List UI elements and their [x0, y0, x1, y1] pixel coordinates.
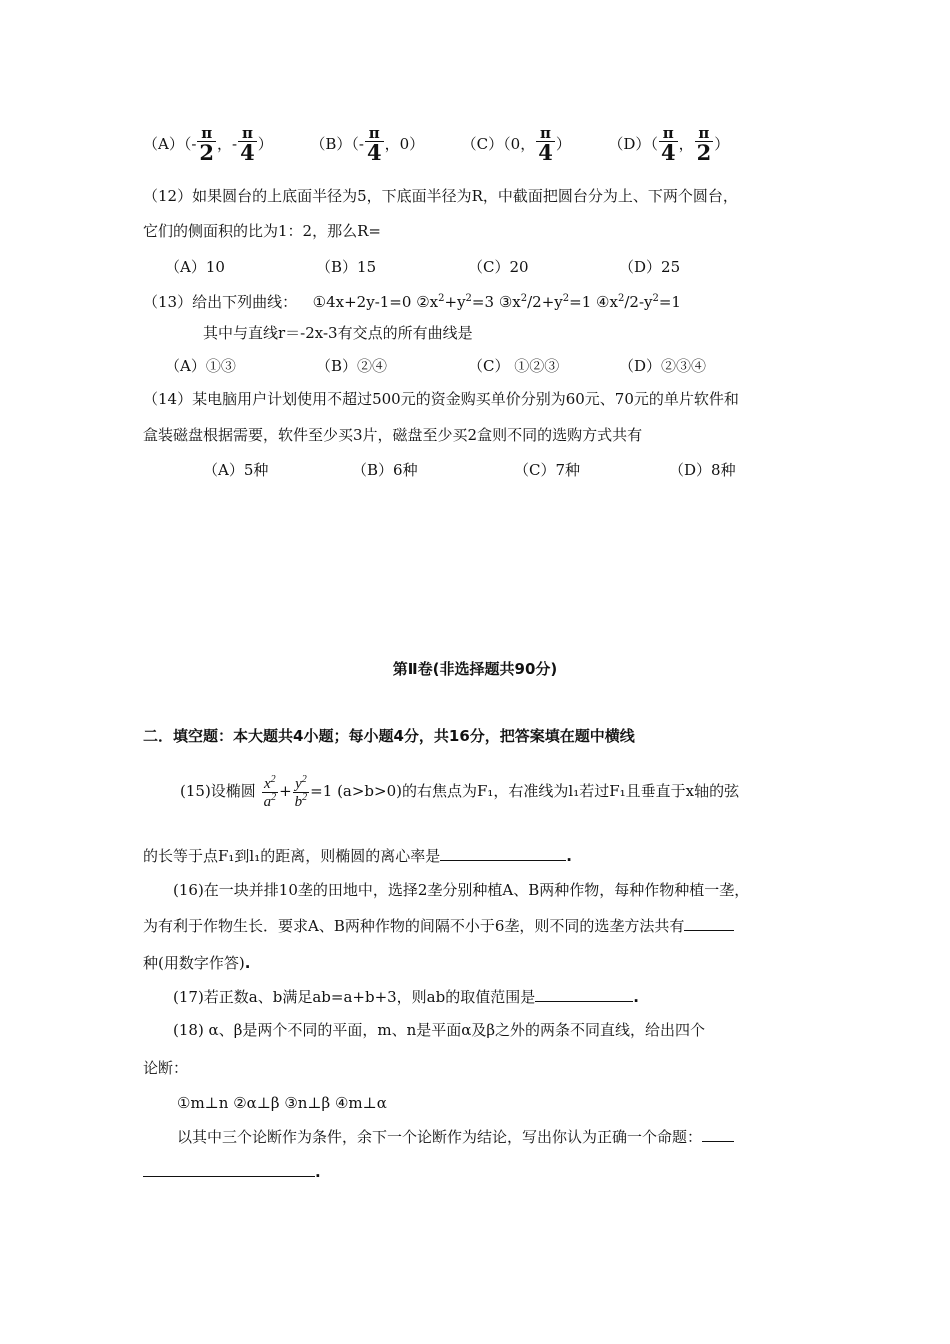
q13-curve-1: ①4x+2y-1=0 — [312, 293, 412, 311]
q13-option-d: （D）②③④ — [619, 357, 707, 375]
q11-options — [143, 126, 729, 163]
q13-option-b: （B）②④ — [316, 357, 388, 375]
q16-line1: (16)在一块并排10垄的田地中，选择2垄分别种植A、B两种作物，每种作物种植一垄， — [173, 881, 750, 899]
q14-option-c: （C）7种 — [514, 461, 581, 479]
q15-line2: 的长等于点F₁到l₁的距离，则椭圆的离心率是 . — [143, 847, 572, 865]
answer-blank[interactable] — [684, 916, 734, 931]
q13-option-c: （C） ①②③ — [468, 357, 560, 375]
answer-blank[interactable] — [535, 987, 633, 1002]
q13-line2: 其中与直线r＝-2x-3有交点的所有曲线是 — [203, 324, 473, 342]
q11-option-d: （D）（ $\frac{\pi}{4}$ ， $\frac{\pi}{2}$ ） — [608, 124, 730, 165]
ellipse-x-term: $\frac{x^2}{a^2}$ — [263, 773, 277, 810]
answer-blank[interactable] — [440, 846, 566, 861]
q13-curve-4: $④x^2/2-y^2=1$ — [596, 293, 681, 311]
q14-line1: （14）某电脑用户计划使用不超过500元的资金购买单价分别为60元、70元的单片软件和 — [143, 390, 739, 408]
fraction: $\frac{\pi}{2}$ — [199, 124, 215, 165]
fraction: $\frac{\pi}{4}$ — [366, 124, 382, 165]
q18-line5: . — [143, 1162, 321, 1182]
q18-line3: ①m⊥n ②α⊥β ③n⊥β ④m⊥α — [177, 1094, 387, 1112]
q18-line2: 论断： — [143, 1059, 189, 1077]
q11-option-c: （C）（0， $\frac{\pi}{4}$ ） — [461, 124, 571, 165]
q12-option-c: （C）20 — [468, 258, 529, 276]
q16-line3: 种(用数字作答). — [143, 954, 251, 972]
q14-option-a: （A）5种 — [203, 461, 269, 479]
fraction: $\frac{\pi}{4}$ — [538, 124, 553, 165]
q14-option-d: （D）8种 — [669, 461, 736, 479]
fraction: $\frac{\pi}{4}$ — [240, 124, 255, 165]
q15-line1: (15)设椭圆 $\frac{x^2}{a^2}$ + $\frac{y^2}{b^2}$ =1 (a>b>0)的右焦点为F₁，右准线为l₁若过F₁且垂直于x轴的弦 — [180, 773, 740, 810]
q18-line1: (18) α、β是两个不同的平面，m、n是平面α及β之外的两条不同直线，给出四个 — [173, 1021, 706, 1039]
answer-blank[interactable] — [143, 1162, 315, 1177]
q11-option-b: （B）（- $\frac{\pi}{4}$ ，0） — [310, 124, 425, 165]
q12-option-d: （D）25 — [619, 258, 681, 276]
q12-line1: （12）如果圆台的上底面半径为5，下底面半径为R，中截面把圆台分为上、下两个圆台， — [143, 187, 738, 205]
q13-line1: （13）给出下列曲线： ①4x+2y-1=0 $②x^2+y^2=3$ $③x^2/2+y^2=1$ $④x^2/2-y^2=1$ — [143, 293, 681, 311]
answer-blank[interactable] — [702, 1127, 734, 1142]
q17-line: (17)若正数a、b满足ab=a+b+3，则ab的取值范围是 . — [173, 988, 639, 1006]
q12-option-a: （A）10 — [165, 258, 225, 276]
part2-header: 二．填空题：本大题共4小题；每小题4分，共16分，把答案填在题中横线 — [143, 727, 635, 745]
q12-line2: 它们的侧面积的比为1：2，那么R= — [143, 222, 381, 240]
q14-line2: 盒装磁盘根据需要，软件至少买3片，磁盘至少买2盒则不同的选购方式共有 — [143, 426, 643, 444]
section-title: 第Ⅱ卷(非选择题共90分) — [392, 660, 558, 678]
q18-line4: 以其中三个论断作为条件，余下一个论断作为结论，写出你认为正确一个命题： — [177, 1127, 734, 1147]
ellipse-y-term: $\frac{y^2}{b^2}$ — [294, 773, 308, 810]
q14-option-b: （B）6种 — [352, 461, 418, 479]
q11-option-a: （A）（- $\frac{\pi}{2}$ ，- $\frac{\pi}{4}$ ） — [143, 124, 273, 165]
q16-line2: 为有利于作物生长．要求A、B两种作物的间隔不小于6垄，则不同的选垄方法共有 — [143, 916, 734, 936]
fraction: $\frac{\pi}{2}$ — [696, 124, 712, 165]
q13-curve-3: $③x^2/2+y^2=1$ — [498, 293, 592, 311]
fraction: $\frac{\pi}{4}$ — [660, 124, 676, 165]
q13-curve-2: $②x^2+y^2=3$ — [416, 293, 495, 311]
q12-option-b: （B）15 — [316, 258, 377, 276]
q13-option-a: （A）①③ — [165, 357, 236, 375]
